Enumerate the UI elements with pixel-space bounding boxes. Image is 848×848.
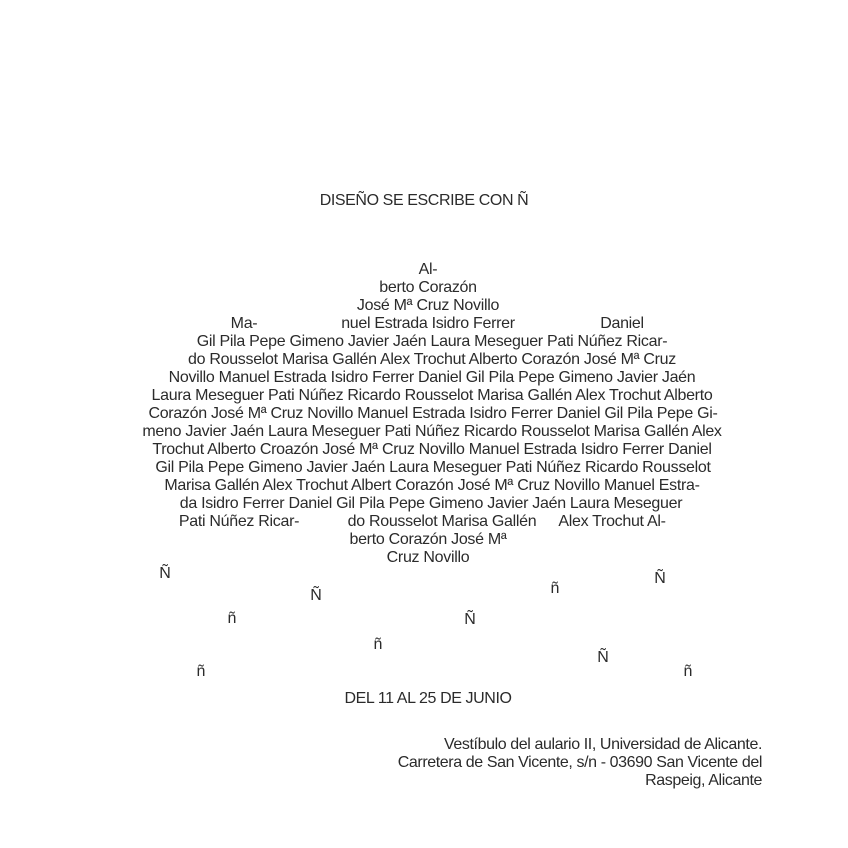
- venue-address: [398, 736, 762, 790]
- venue-line: Raspeig, Alicante: [645, 772, 762, 789]
- poem-line: Cruz Novillo: [386, 549, 470, 566]
- enye-glyph: ñ: [196, 663, 206, 680]
- poem-line: José Mª Cruz Novillo: [356, 297, 500, 314]
- poem-line: Gil Pila Pepe Gimeno Javier Jaén Laura Meseguer Pati Núñez Ricardo Rousselot: [155, 459, 711, 476]
- poem-line: Corazón José Mª Cruz Novillo Manuel Estrada Isidro Ferrer Daniel Gil Pila Pepe Gi-: [148, 405, 718, 422]
- enye-glyph: Ñ: [464, 611, 476, 628]
- poem-line: meno Javier Jaén Laura Meseguer Pati Núñez Ricardo Rousselot Marisa Gallén Alex: [142, 423, 722, 440]
- poem-line: Laura Meseguer Pati Núñez Ricardo Rousselot Marisa Gallén Alex Trochut Alberto: [151, 387, 713, 404]
- poem-line: Novillo Manuel Estrada Isidro Ferrer Daniel Gil Pila Pepe Gimeno Javier Jaén: [168, 369, 696, 386]
- poem-line: Daniel: [600, 315, 644, 332]
- enye-glyph: Ñ: [159, 565, 171, 582]
- event-dates: DEL 11 AL 25 DE JUNIO: [344, 690, 512, 707]
- poem-line: Ma-: [230, 315, 258, 332]
- enye-glyph: ñ: [373, 636, 383, 653]
- poem-line: do Rousselot Marisa Gallén: [347, 513, 537, 530]
- poster-title: DISEÑO SE ESCRIBE CON Ñ: [319, 192, 529, 209]
- poem-line: Gil Pila Pepe Gimeno Javier Jaén Laura Meseguer Pati Núñez Ricar-: [196, 333, 668, 350]
- poem-line: Marisa Gallén Alex Trochut Albert Corazón José Mª Cruz Novillo Manuel Estra-: [164, 477, 700, 494]
- venue-line: Carretera de San Vicente, s/n - 03690 San Vicente del: [397, 754, 762, 771]
- poem-line: do Rousselot Marisa Gallén Alex Trochut Alberto Corazón José Mª Cruz: [188, 351, 676, 368]
- poem-line: da Isidro Ferrer Daniel Gil Pila Pepe Gimeno Javier Jaén Laura Meseguer: [179, 495, 683, 512]
- enye-glyph: Ñ: [654, 570, 666, 587]
- enye-glyph: ñ: [227, 610, 237, 627]
- enye-glyph: ñ: [683, 663, 693, 680]
- poem-line: Alex Trochut Al-: [558, 513, 666, 530]
- poem-line: berto Corazón José Mª: [349, 531, 507, 548]
- poem-line: berto Corazón: [379, 279, 477, 296]
- poem-line: Al-: [418, 261, 438, 278]
- enye-glyph: Ñ: [597, 649, 609, 666]
- venue-line: Vestíbulo del aulario II, Universidad de Alicante.: [444, 736, 762, 753]
- poem-line: Trochut Alberto Croazón José Mª Cruz Novillo Manuel Estrada Isidro Ferrer Daniel: [152, 441, 712, 458]
- enye-glyph: Ñ: [310, 587, 322, 604]
- enye-glyph: ñ: [550, 580, 560, 597]
- poem-line: Pati Núñez Ricar-: [178, 513, 300, 530]
- poem-line: nuel Estrada Isidro Ferrer: [341, 315, 515, 332]
